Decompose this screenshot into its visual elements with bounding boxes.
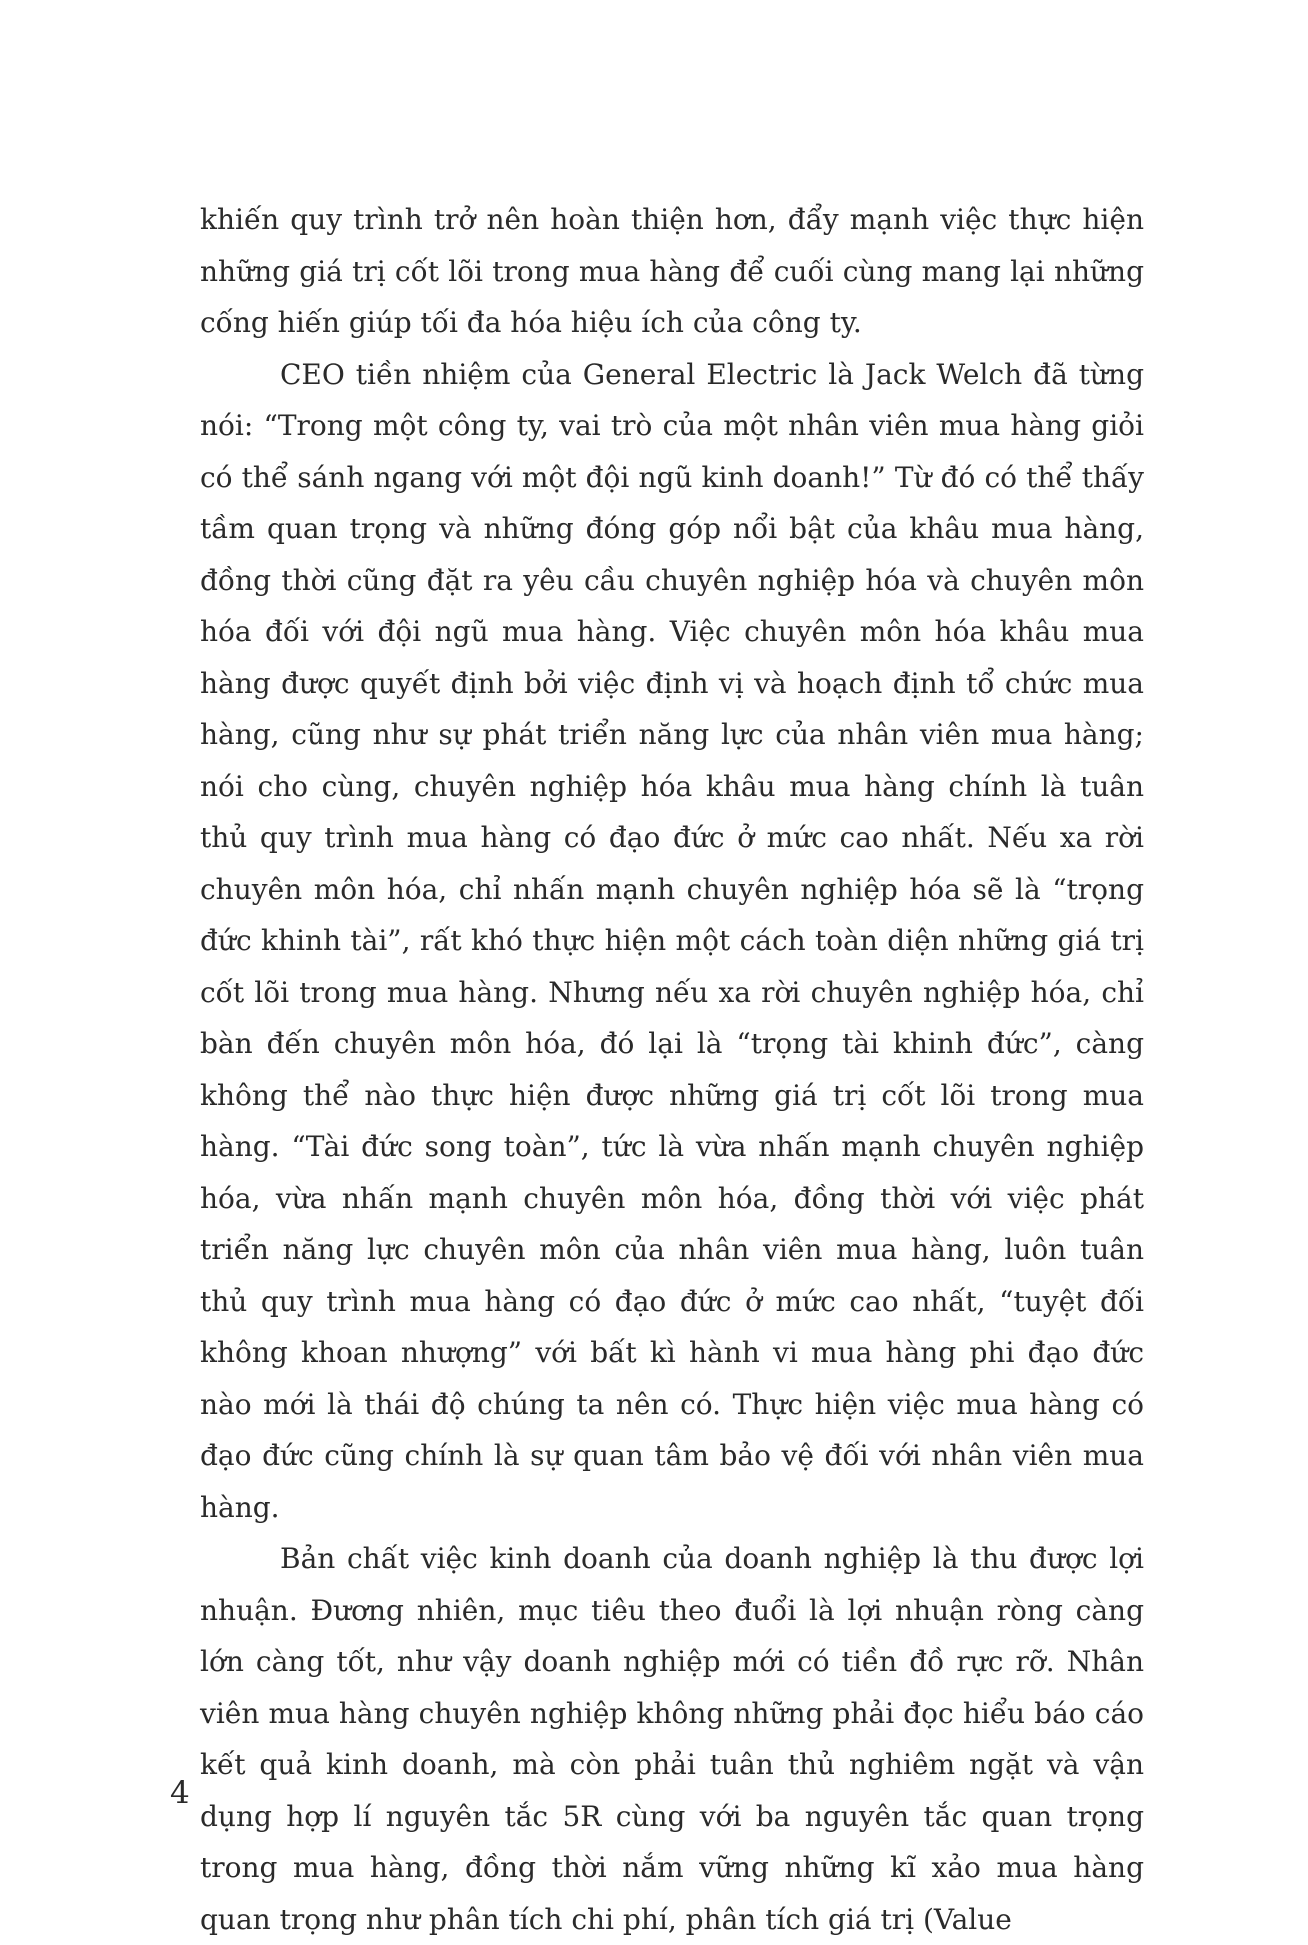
body-text bbox=[200, 194, 1144, 1945]
paragraph-jack-welch-quote: CEO tiền nhiệm của General Electric là Jack Welch đã từng nói: “Trong một công ty, vai trò của một nhân viên mua hàng giỏi có thể sánh ngang với một đội ngũ kinh doanh!” Từ đó có thể thấy tầm quan trọng và những đóng góp nổi bật của khâu mua hàng, đồng thời cũng đặt ra yêu cầu chuyên nghiệp hóa và chuyên môn hóa đối với đội ngũ mua hàng. Việc chuyên môn hóa khâu mua hàng được quyết định bởi việc định vị và hoạch định tổ chức mua hàng, cũng như sự phát triển năng lực của nhân viên mua hàng; nói cho cùng, chuyên nghiệp hóa khâu mua hàng chính là tuân thủ quy trình mua hàng có đạo đức ở mức cao nhất. Nếu xa rời chuyên môn hóa, chỉ nhấn mạnh chuyên nghiệp hóa sẽ là “trọng đức khinh tài”, rất khó thực hiện một cách toàn diện những giá trị cốt lõi trong mua hàng. Nhưng nếu xa rời chuyên nghiệp hóa, chỉ bàn đến chuyên môn hóa, đó lại là “trọng tài khinh đức”, càng không thể nào thực hiện được những giá trị cốt lõi trong mua hàng. “Tài đức song toàn”, tức là vừa nhấn mạnh chuyên nghiệp hóa, vừa nhấn mạnh chuyên môn hóa, đồng thời với việc phát triển năng lực chuyên môn của nhân viên mua hàng, luôn tuân thủ quy trình mua hàng có đạo đức ở mức cao nhất, “tuyệt đối không khoan nhượng” với bất kì hành vi mua hàng phi đạo đức nào mới là thái độ chúng ta nên có. Thực hiện việc mua hàng có đạo đức cũng chính là sự quan tâm bảo vệ đối với nhân viên mua hàng. bbox=[200, 357, 1144, 1524]
paragraph-continuation: khiến quy trình trở nên hoàn thiện hơn, đẩy mạnh việc thực hiện những giá trị cốt lõi trong mua hàng để cuối cùng mang lại những cống hiến giúp tối đa hóa hiệu ích của công ty. bbox=[200, 203, 1144, 339]
page-number: 4 bbox=[170, 1775, 190, 1811]
paragraph-business-profit: Bản chất việc kinh doanh của doanh nghiệp là thu được lợi nhuận. Đương nhiên, mục tiêu theo đuổi là lợi nhuận ròng càng lớn càng tốt, như vậy doanh nghiệp mới có tiền đồ rực rỡ. Nhân viên mua hàng chuyên nghiệp không những phải đọc hiểu báo cáo kết quả kinh doanh, mà còn phải tuân thủ nghiêm ngặt và vận dụng hợp lí nguyên tắc 5R cùng với ba nguyên tắc quan trọng trong mua hàng, đồng thời nắm vững những kĩ xảo mua hàng quan trọng như phân tích chi phí, phân tích giá trị (Value bbox=[200, 1542, 1144, 1936]
